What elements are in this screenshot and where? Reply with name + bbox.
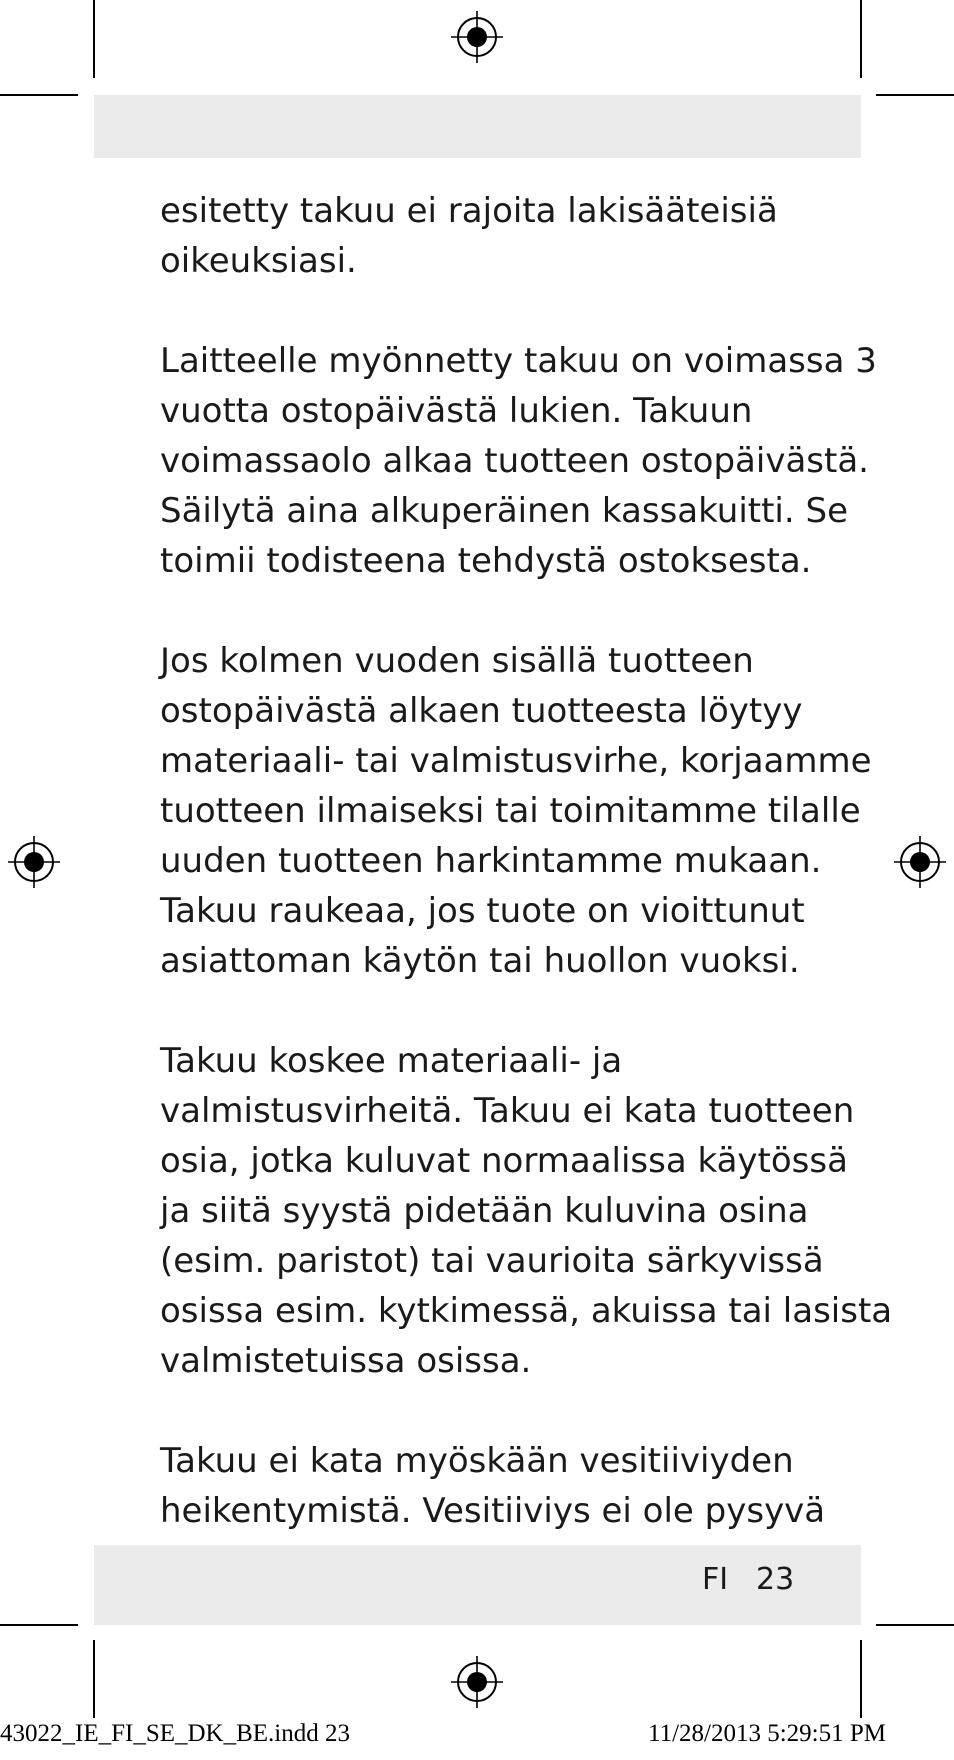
language-code: FI: [702, 1562, 729, 1597]
text-line: asiattoman käytön tai huollon vuoksi.: [160, 941, 800, 981]
text-line: Laitteelle myönnetty takuu on voimassa 3: [160, 341, 877, 381]
text-line: voimassaolo alkaa tuotteen ostopäivästä.: [160, 441, 869, 481]
body-text: [160, 186, 893, 1586]
crop-mark: [93, 1640, 95, 1718]
print-slug-file: 43022_IE_FI_SE_DK_BE.indd 23: [0, 1720, 350, 1747]
paragraph: [160, 186, 840, 286]
crop-mark: [0, 94, 78, 96]
text-line: Takuu ei kata myöskään vesitiiviyden: [160, 1441, 794, 1481]
text-line: ja siitä syystä pidetään kuluvina osina: [160, 1191, 809, 1231]
registration-mark-icon: [451, 11, 503, 63]
text-line: ostopäivästä alkaen tuotteesta löytyy: [160, 691, 803, 731]
paragraph: [160, 336, 877, 586]
crop-mark: [860, 1640, 862, 1718]
text-line: valmistusvirheitä. Takuu ei kata tuotteen: [160, 1091, 855, 1131]
crop-mark: [876, 94, 954, 96]
paragraph: [160, 636, 872, 986]
registration-mark-icon: [451, 1656, 503, 1708]
paragraph: [160, 1036, 893, 1386]
crop-mark: [860, 0, 862, 78]
text-line: Jos kolmen vuoden sisällä tuotteen: [160, 641, 754, 681]
text-line: osissa esim. kytkimessä, akuissa tai lasista: [160, 1291, 893, 1331]
text-line: esitetty takuu ei rajoita lakisääteisiä: [160, 191, 778, 231]
text-line: (esim. paristot) tai vaurioita särkyvissä: [160, 1241, 824, 1281]
text-line: Takuu raukeaa, jos tuote on vioittunut: [160, 891, 805, 931]
text-line: materiaali- tai valmistusvirhe, korjaamme: [160, 741, 872, 781]
header-band: [94, 95, 861, 158]
crop-mark: [876, 1624, 954, 1626]
text-line: valmistetuissa osissa.: [160, 1341, 532, 1381]
registration-mark-icon: [894, 836, 946, 888]
registration-mark-icon: [8, 836, 60, 888]
text-line: vuotta ostopäivästä lukien. Takuun: [160, 391, 753, 431]
text-line: uuden tuotteen harkintamme mukaan.: [160, 841, 822, 881]
text-line: toimii todisteena tehdystä ostoksesta.: [160, 541, 812, 581]
page-number: 23: [756, 1562, 795, 1597]
paragraph: [160, 1436, 840, 1536]
crop-mark: [0, 1624, 78, 1626]
crop-mark: [93, 0, 95, 78]
text-line: Säilytä aina alkuperäinen kassakuitti. Se: [160, 491, 848, 531]
text-line: osia, jotka kuluvat normaalissa käytössä: [160, 1141, 848, 1181]
text-line: Takuu koskee materiaali- ja: [160, 1041, 623, 1081]
text-line: tuotteen ilmaiseksi tai toimitamme tilalle: [160, 791, 861, 831]
text-line: heikentymistä. Vesitiiviys ei ole pysyvä: [160, 1491, 826, 1531]
print-slug-timestamp: 11/28/2013 5:29:51 PM: [648, 1720, 886, 1747]
text-line: oikeuksiasi.: [160, 241, 357, 281]
